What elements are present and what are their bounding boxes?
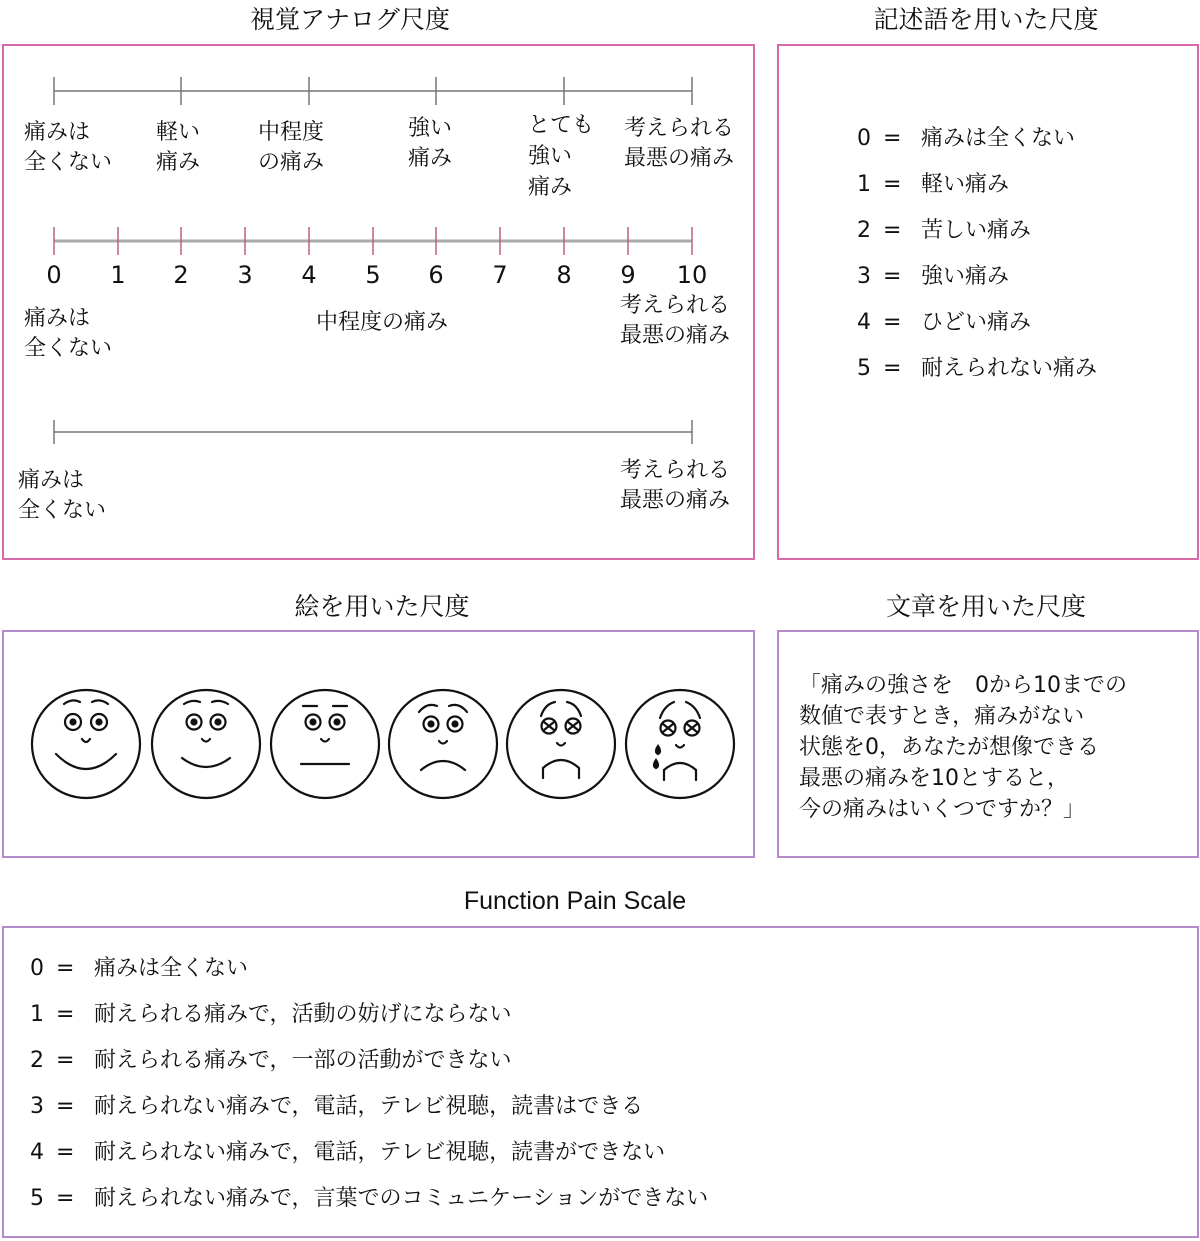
faces-panel <box>2 630 755 858</box>
sentence-line: 最悪の痛みを10とすると， <box>799 766 1069 791</box>
verbal-title: 記述語を用いた尺度 <box>873 5 1099 34</box>
vas-label-no-pain: 痛みは 全くない <box>24 120 113 175</box>
vas-numeric-right-label: 考えられる 最悪の痛み <box>620 293 731 348</box>
sentence-title: 文章を用いた尺度 <box>885 592 1086 621</box>
vas-plain-right-label: 考えられる 最悪の痛み <box>620 458 731 513</box>
sentence-line: 今の痛みはいくつですか？」 <box>799 797 1086 822</box>
face-2-neutral-icon <box>271 690 379 798</box>
verbal-item: 3 = 強い痛み <box>857 264 1010 289</box>
vas-number-9: 9 <box>620 261 636 289</box>
vas-label-mild: 軽い 痛み <box>156 120 201 175</box>
verbal-item: 5 = 耐えられない痛み <box>857 356 1098 381</box>
vas-number-8: 8 <box>556 261 572 289</box>
face-0-smiling-icon <box>32 690 140 798</box>
fps-panel <box>2 926 1199 1238</box>
vas-label-strong: 強い 痛み <box>408 116 453 171</box>
fps-title: Function Pain Scale <box>463 887 687 915</box>
vas-label-very-strong: とても 強い 痛み <box>528 113 595 200</box>
vas-number-2: 2 <box>173 261 189 289</box>
face-4-sad-icon <box>507 690 615 798</box>
face-5-crying-icon <box>626 690 734 798</box>
vas-number-6: 6 <box>428 261 444 289</box>
vas-numeric-left-label: 痛みは 全くない <box>24 306 113 361</box>
vas-number-5: 5 <box>365 261 381 289</box>
sentence-panel <box>777 630 1199 858</box>
faces-title: 絵を用いた尺度 <box>294 592 470 621</box>
sentence-line: 数値で表すとき，痛みがない <box>799 704 1085 729</box>
fps-item: 3 = 耐えられない痛みで，電話，テレビ視聴，読書はできる <box>30 1094 644 1119</box>
sentence-line: 状態を0，あなたが想像できる <box>799 735 1099 760</box>
vas-number-4: 4 <box>301 261 317 289</box>
vas-label-worst: 考えられる 最悪の痛み <box>624 116 735 171</box>
vas-number-7: 7 <box>492 261 508 289</box>
vas-number-3: 3 <box>237 261 253 289</box>
fps-item: 2 = 耐えられる痛みで，一部の活動ができない <box>30 1048 512 1073</box>
verbal-item: 2 = 苦しい痛み <box>857 218 1032 243</box>
verbal-panel <box>777 44 1199 560</box>
verbal-item: 1 = 軽い痛み <box>857 172 1010 197</box>
vas-number-1: 1 <box>110 261 126 289</box>
vas-number-10: 10 <box>676 261 708 289</box>
sentence-text <box>799 670 1127 825</box>
vas-panel <box>2 44 755 560</box>
verbal-item: 0 = 痛みは全くない <box>857 126 1076 151</box>
fps-item: 0 = 痛みは全くない <box>30 956 249 981</box>
fps-item: 4 = 耐えられない痛みで，電話，テレビ視聴，読書ができない <box>30 1140 666 1165</box>
face-3-frown-icon <box>389 690 497 798</box>
fps-item: 5 = 耐えられない痛みで，言葉でのコミュニケーションができない <box>30 1186 709 1211</box>
vas-plain-left-label: 痛みは 全くない <box>18 468 107 523</box>
verbal-item: 4 = ひどい痛み <box>857 310 1032 335</box>
vas-numeric-mid-label: 中程度の痛み <box>316 310 449 335</box>
face-1-slight-smile-icon <box>152 690 260 798</box>
vas-label-moderate: 中程度 の痛み <box>258 120 325 175</box>
sentence-line: 「痛みの強さを 0から10までの <box>799 673 1127 698</box>
vas-title: 視覚アナログ尺度 <box>249 5 450 34</box>
faces-svg <box>4 632 753 856</box>
fps-item: 1 = 耐えられる痛みで，活動の妨げにならない <box>30 1002 512 1027</box>
vas-number-0: 0 <box>46 261 62 289</box>
